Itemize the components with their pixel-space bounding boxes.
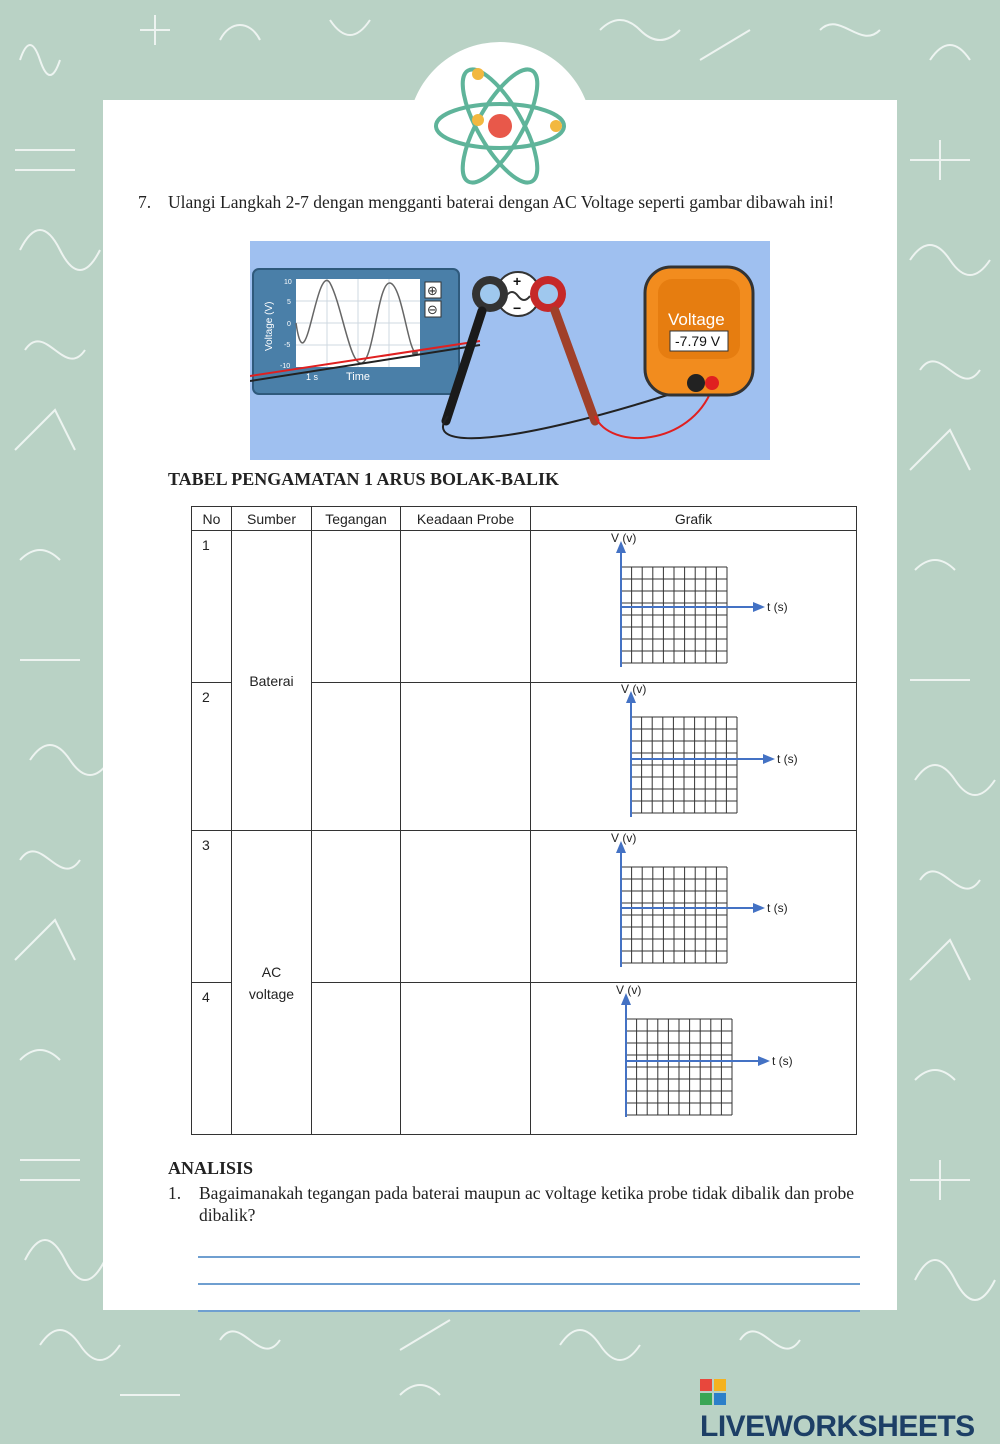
answer-line-3[interactable] — [198, 1310, 860, 1312]
brand-text: LIVEWORKSHEETS — [700, 1410, 975, 1443]
question-7-number: 7. — [138, 192, 152, 212]
chart-tick-0: 0 — [287, 321, 291, 328]
row-number: 3 — [192, 831, 232, 983]
empty-graph-4 — [531, 983, 857, 1135]
header-keadaan-probe: Keadaan Probe — [401, 507, 531, 531]
row-number: 4 — [192, 983, 232, 1135]
empty-graph-3 — [531, 831, 857, 983]
v-axis-label: V (v) — [611, 831, 637, 845]
tegangan-cell[interactable] — [312, 683, 401, 831]
question-7-text: Ulangi Langkah 2-7 dengan mengganti baterai dengan AC Voltage seperti gambar dibawah ini! — [168, 192, 835, 212]
tegangan-cell[interactable] — [312, 983, 401, 1135]
source-minus: − — [513, 300, 522, 316]
graph-cell[interactable] — [531, 831, 857, 983]
graph-cell[interactable] — [531, 983, 857, 1135]
chart-tick-minus5: -5 — [284, 342, 291, 349]
meter-reading: -7.79 V — [675, 333, 721, 349]
source-ac-label: AC — [261, 963, 282, 980]
keadaan-probe-cell[interactable] — [401, 831, 531, 983]
liveworksheets-logo — [700, 1376, 1000, 1444]
row-number: 1 — [192, 531, 232, 683]
keadaan-probe-cell[interactable] — [401, 531, 531, 683]
header-sumber: Sumber — [232, 507, 312, 531]
chart-xlabel: Time — [346, 371, 371, 383]
chart-tick-minus10: -10 — [280, 363, 291, 370]
t-axis-label: t (s) — [777, 752, 798, 766]
tegangan-cell[interactable] — [312, 831, 401, 983]
keadaan-probe-cell[interactable] — [401, 983, 531, 1135]
voltmeter[interactable] — [645, 267, 753, 395]
chart-tick-10: 10 — [284, 279, 292, 286]
svg-text:⊖: ⊖ — [427, 303, 438, 318]
chart-scale-label: 1 s — [306, 372, 319, 382]
source-voltage-label: voltage — [248, 985, 295, 1002]
analysis-title: ANALISIS — [168, 1158, 254, 1178]
answer-line-2[interactable] — [198, 1283, 860, 1285]
analysis-q1-text: Bagaimanakah tegangan pada baterai maupun ac voltage ketika probe tidak dibalik dan probe dibalik? — [199, 1183, 855, 1225]
chart-ylabel: Voltage (V) — [264, 301, 275, 351]
source-plus: + — [513, 273, 522, 289]
chart-tick-5: 5 — [287, 299, 291, 306]
meter-title: Voltage — [668, 310, 725, 329]
t-axis-label: t (s) — [767, 600, 788, 614]
graph-cell[interactable] — [531, 531, 857, 683]
table-row — [192, 531, 857, 683]
v-axis-label: V (v) — [621, 683, 647, 696]
source-ac-voltage — [232, 831, 312, 1135]
v-axis-label: V (v) — [616, 983, 642, 997]
table-row — [192, 831, 857, 983]
analysis-question-1 — [168, 1182, 858, 1226]
svg-text:⊕: ⊕ — [427, 284, 438, 299]
table-title: TABEL PENGAMATAN 1 ARUS BOLAK-BALIK — [168, 469, 560, 489]
answer-line-1[interactable] — [198, 1256, 860, 1258]
empty-graph-2 — [531, 683, 857, 831]
atom-icon — [428, 56, 572, 190]
table-header-row — [192, 507, 857, 531]
ac-voltage-simulation — [250, 241, 770, 460]
t-axis-label: t (s) — [772, 1054, 793, 1068]
observation-table — [191, 506, 857, 1135]
header-grafik: Grafik — [531, 507, 857, 531]
t-axis-label: t (s) — [767, 901, 788, 915]
question-7 — [138, 191, 856, 214]
source-baterai — [232, 531, 312, 831]
source-baterai-label: Baterai — [249, 672, 294, 689]
keadaan-probe-cell[interactable] — [401, 683, 531, 831]
analysis-q1-number: 1. — [168, 1183, 182, 1203]
liveworksheets-logo-icon — [700, 1379, 726, 1405]
v-axis-label: V (v) — [611, 531, 637, 545]
header-tegangan: Tegangan — [312, 507, 401, 531]
tegangan-cell[interactable] — [312, 531, 401, 683]
graph-cell[interactable] — [531, 683, 857, 831]
empty-graph-1 — [531, 531, 857, 683]
row-number: 2 — [192, 683, 232, 831]
header-no: No — [192, 507, 232, 531]
